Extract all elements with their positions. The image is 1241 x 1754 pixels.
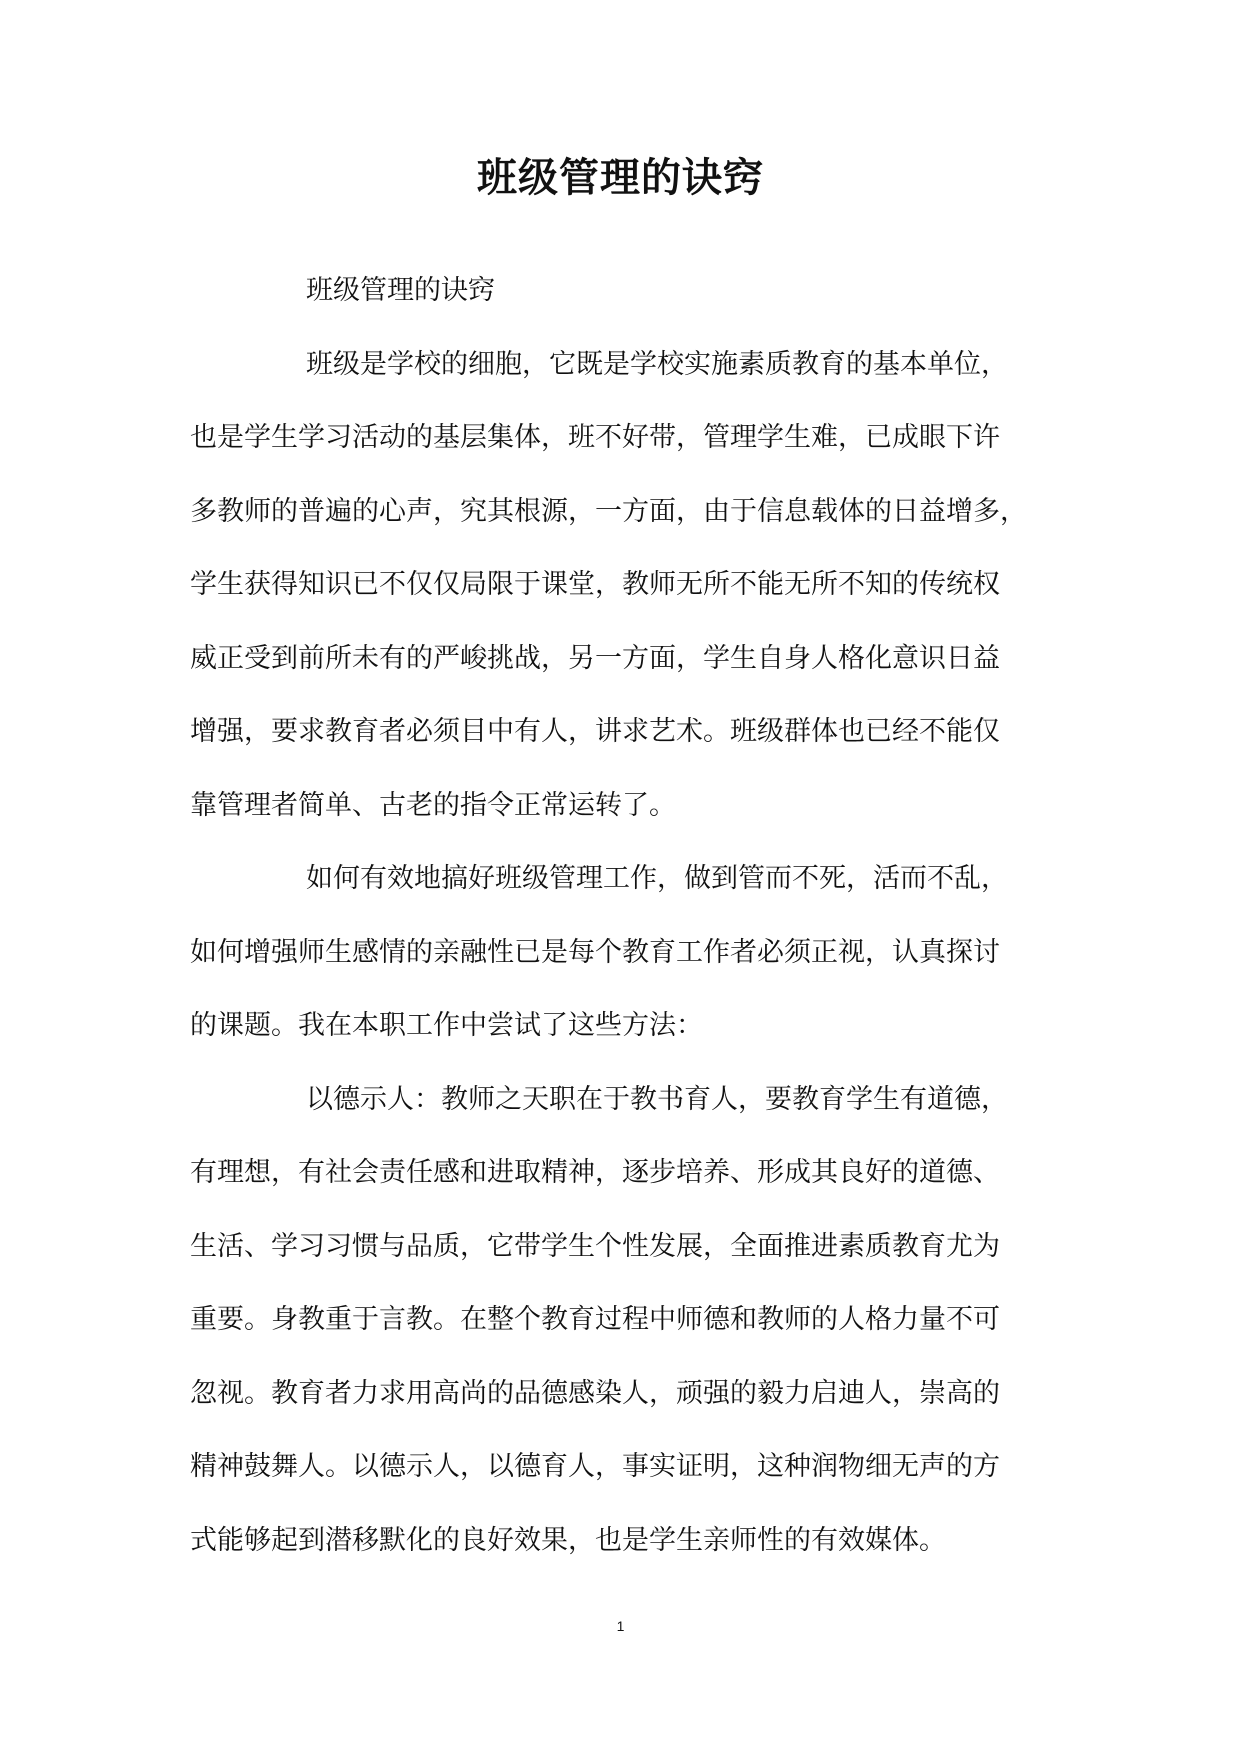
text-line: 忽视。教育者力求用高尚的品德感染人，顽强的毅力启迪人，崇高的 <box>190 1377 1000 1409</box>
document-title: 班级管理的诀窍 <box>477 154 764 201</box>
document-body <box>190 254 1056 1577</box>
text-line: 式能够起到潜移默化的良好效果，也是学生亲师性的有效媒体。 <box>190 1524 946 1556</box>
text-line: 也是学生学习活动的基层集体，班不好带，管理学生难，已成眼下许 <box>190 422 1000 453</box>
text-line: 班级是学校的细胞，它既是学校实施素质教育的基本单位， <box>306 348 1008 380</box>
text-line: 以德示人：教师之天职在于教书育人，要教育学生有道德， <box>306 1083 1008 1115</box>
text-line: 如何增强师生感情的亲融性已是每个教育工作者必须正视，认真探讨 <box>190 936 1000 968</box>
text-line: 班级管理的诀窍 <box>306 275 495 306</box>
text-line: 增强，要求教育者必须目中有人，讲求艺术。班级群体也已经不能仅 <box>190 716 1000 747</box>
text-line: 靠管理者简单、古老的指令正常运转了。 <box>190 789 676 821</box>
text-line: 威正受到前所未有的严峻挑战，另一方面，学生自身人格化意识日益 <box>190 642 1000 674</box>
text-line: 多教师的普遍的心声，究其根源，一方面，由于信息载体的日益增多， <box>190 495 1027 527</box>
text-line: 的课题。我在本职工作中尝试了这些方法： <box>190 1010 703 1041</box>
text-line: 有理想，有社会责任感和进取精神，逐步培养、形成其良好的道德、 <box>190 1157 1000 1188</box>
text-line: 如何有效地搞好班级管理工作，做到管而不死，活而不乱， <box>306 863 1008 894</box>
text-line: 学生获得知识已不仅仅局限于课堂，教师无所不能无所不知的传统权 <box>190 569 1000 600</box>
text-line: 重要。身教重于言教。在整个教育过程中师德和教师的人格力量不可 <box>190 1304 1000 1335</box>
page-number: 1 <box>616 1618 625 1634</box>
text-line: 精神鼓舞人。以德示人，以德育人，事实证明，这种润物细无声的方 <box>190 1451 1000 1482</box>
text-line: 生活、学习习惯与品质，它带学生个性发展，全面推进素质教育尤为 <box>190 1230 1000 1262</box>
